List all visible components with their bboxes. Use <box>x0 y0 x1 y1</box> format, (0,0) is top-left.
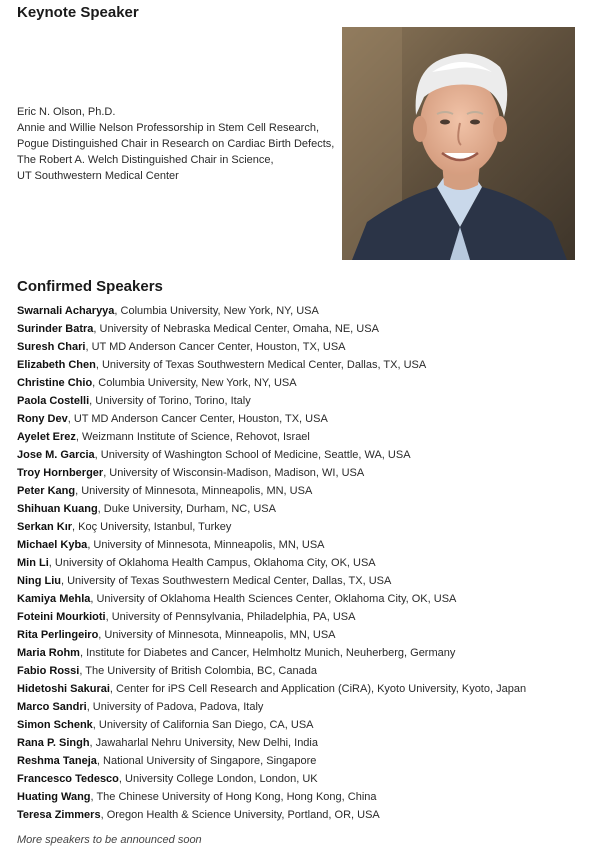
speaker-affiliation: , University of Minnesota, Minneapolis, MN, USA <box>87 539 325 551</box>
speaker-item <box>17 464 597 482</box>
speaker-name: Maria Rohm <box>17 647 80 659</box>
speaker-affiliation: , Columbia University, New York, NY, USA <box>114 305 319 317</box>
speaker-item <box>17 392 597 410</box>
speaker-name: Fabio Rossi <box>17 665 80 677</box>
speaker-name: Hidetoshi Sakurai <box>17 683 110 695</box>
speaker-name: Paola Costelli <box>17 395 90 407</box>
speaker-name: Min Li <box>17 557 49 569</box>
speaker-name: Foteini Mourkioti <box>17 611 106 623</box>
speaker-item <box>17 338 597 356</box>
speaker-name: Ayelet Erez <box>17 431 76 443</box>
speaker-affiliation: , University of California San Diego, CA, USA <box>92 719 314 731</box>
speaker-item <box>17 410 597 428</box>
speaker-name: Swarnali Acharyya <box>17 305 115 317</box>
speaker-affiliation: , University of Texas Southwestern Medical Center, Dallas, TX, USA <box>95 359 427 371</box>
keynote-speaker-photo <box>342 27 575 260</box>
speaker-item <box>17 320 597 338</box>
speaker-affiliation: , UT MD Anderson Cancer Center, Houston, TX, USA <box>67 413 328 425</box>
speaker-name: Reshma Taneja <box>17 755 97 767</box>
speaker-item <box>17 788 597 806</box>
speaker-affiliation: , University of Oklahoma Health Campus, Oklahoma City, OK, USA <box>48 557 376 569</box>
keynote-institution: UT Southwestern Medical Center <box>17 170 179 182</box>
speaker-affiliation: , University of Torino, Torino, Italy <box>89 395 251 407</box>
keynote-title-line: Pogue Distinguished Chair in Research on Cardiac Birth Defects, <box>17 138 335 150</box>
speaker-name: Jose M. Garcia <box>17 449 95 461</box>
speaker-name: Marco Sandri <box>17 701 87 713</box>
keynote-name: Eric N. Olson, Ph.D. <box>17 106 116 118</box>
speaker-name: Ning Liu <box>17 575 61 587</box>
speaker-item <box>17 734 597 752</box>
speaker-affiliation: , Jawaharlal Nehru University, New Delhi, India <box>89 737 318 749</box>
speaker-affiliation: , University of Minnesota, Minneapolis, MN, USA <box>98 629 336 641</box>
speaker-item <box>17 446 597 464</box>
speaker-affiliation: , Duke University, Durham, NC, USA <box>97 503 276 515</box>
speaker-affiliation: , University of Padova, Padova, Italy <box>86 701 264 713</box>
speaker-affiliation: , Oregon Health & Science University, Portland, OR, USA <box>100 809 380 821</box>
speaker-name: Rita Perlingeiro <box>17 629 99 641</box>
speaker-item <box>17 536 597 554</box>
speaker-affiliation: , The University of British Colombia, BC, Canada <box>79 665 317 677</box>
speaker-affiliation: , University of Texas Southwestern Medical Center, Dallas, TX, USA <box>61 575 392 587</box>
speaker-item <box>17 716 597 734</box>
speaker-item <box>17 698 597 716</box>
speaker-item <box>17 428 597 446</box>
speaker-name: Christine Chio <box>17 377 93 389</box>
speaker-item <box>17 806 597 824</box>
more-speakers-note: More speakers to be announced soon <box>17 834 202 846</box>
speaker-item <box>17 752 597 770</box>
keynote-bio <box>17 104 337 184</box>
speaker-item <box>17 572 597 590</box>
keynote-heading: Keynote Speaker <box>17 4 139 21</box>
speaker-list <box>17 302 597 824</box>
speaker-name: Rana P. Singh <box>17 737 90 749</box>
speaker-affiliation: , University of Wisconsin-Madison, Madison, WI, USA <box>103 467 365 479</box>
speaker-affiliation: , University of Washington School of Medicine, Seattle, WA, USA <box>94 449 411 461</box>
speaker-name: Teresa Zimmers <box>17 809 101 821</box>
speaker-item <box>17 590 597 608</box>
speaker-item <box>17 500 597 518</box>
speaker-affiliation: , University of Nebraska Medical Center, Omaha, NE, USA <box>93 323 379 335</box>
speaker-item <box>17 644 597 662</box>
confirmed-speakers-heading: Confirmed Speakers <box>17 278 163 295</box>
speaker-name: Francesco Tedesco <box>17 773 119 785</box>
speaker-affiliation: , University College London, London, UK <box>118 773 318 785</box>
speaker-affiliation: , Weizmann Institute of Science, Rehovot, Israel <box>75 431 310 443</box>
speaker-affiliation: , Koç University, Istanbul, Turkey <box>72 521 232 533</box>
speaker-affiliation: , Center for iPS Cell Research and Application (CiRA), Kyoto University, Kyoto, Japan <box>109 683 527 695</box>
speaker-name: Kamiya Mehla <box>17 593 91 605</box>
speaker-affiliation: , University of Pennsylvania, Philadelphia, PA, USA <box>105 611 356 623</box>
speaker-item <box>17 662 597 680</box>
speaker-name: Serkan Kır <box>17 521 73 533</box>
speaker-affiliation: , National University of Singapore, Singapore <box>96 755 317 767</box>
speaker-name: Suresh Chari <box>17 341 86 353</box>
keynote-title-line: The Robert A. Welch Distinguished Chair in Science, <box>17 154 274 166</box>
speaker-item <box>17 374 597 392</box>
speaker-name: Huating Wang <box>17 791 91 803</box>
speaker-name: Troy Hornberger <box>17 467 104 479</box>
speaker-affiliation: , Institute for Diabetes and Cancer, Helmholtz Munich, Neuherberg, Germany <box>79 647 456 659</box>
speaker-item <box>17 302 597 320</box>
speaker-item <box>17 680 597 698</box>
speaker-affiliation: , Columbia University, New York, NY, USA <box>92 377 297 389</box>
speaker-affiliation: , The Chinese University of Hong Kong, Hong Kong, China <box>90 791 377 803</box>
speaker-affiliation: , UT MD Anderson Cancer Center, Houston, TX, USA <box>85 341 346 353</box>
speaker-name: Rony Dev <box>17 413 68 425</box>
speaker-name: Michael Kyba <box>17 539 88 551</box>
speaker-affiliation: , University of Minnesota, Minneapolis, MN, USA <box>75 485 313 497</box>
speaker-item <box>17 518 597 536</box>
speaker-name: Elizabeth Chen <box>17 359 96 371</box>
speaker-name: Simon Schenk <box>17 719 93 731</box>
speaker-name: Peter Kang <box>17 485 76 497</box>
speaker-affiliation: , University of Oklahoma Health Sciences Center, Oklahoma City, OK, USA <box>90 593 457 605</box>
speaker-name: Shihuan Kuang <box>17 503 98 515</box>
keynote-title-line: Annie and Willie Nelson Professorship in Stem Cell Research, <box>17 122 320 134</box>
speaker-name: Surinder Batra <box>17 323 94 335</box>
speaker-item <box>17 770 597 788</box>
speaker-item <box>17 482 597 500</box>
speaker-item <box>17 608 597 626</box>
speaker-item <box>17 626 597 644</box>
speaker-item <box>17 554 597 572</box>
speaker-item <box>17 356 597 374</box>
